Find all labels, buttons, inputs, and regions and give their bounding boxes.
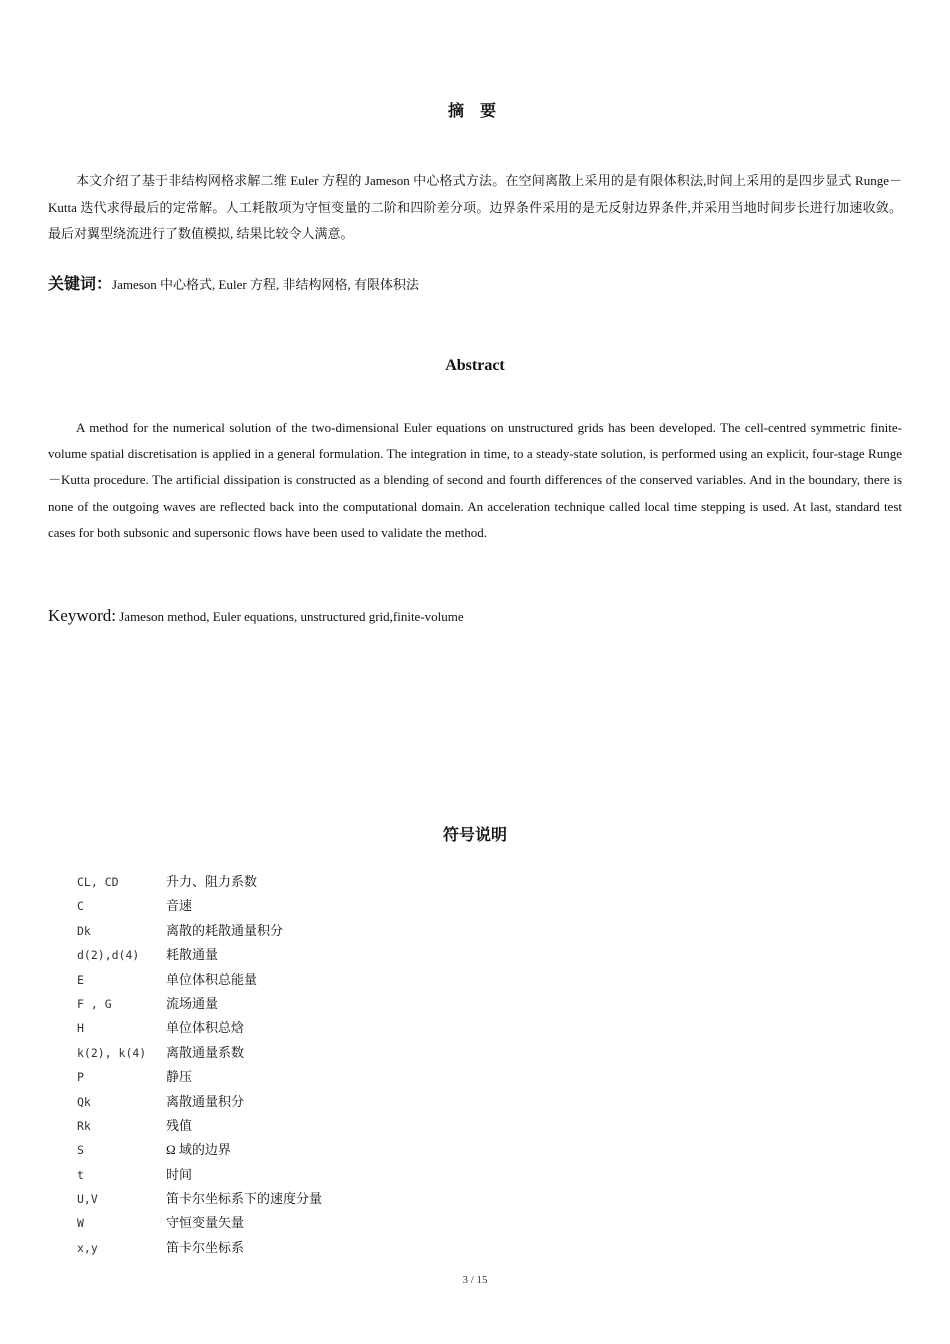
symbol-description: 离散的耗散通量积分 [166,922,284,938]
symbol-name: S [77,1143,84,1158]
symbols-title: 符号说明 [442,827,507,844]
symbol-description: 耗散通量 [166,947,219,963]
symbol-name: F , G [77,996,112,1011]
symbols-list [74,870,574,1260]
symbol-row [74,1114,574,1138]
symbol-name: C [77,899,84,914]
symbol-name: W [77,1216,84,1231]
symbol-description: Ω 域的边界 [166,1142,231,1158]
symbol-name: Dk [77,923,91,938]
symbol-row [74,992,574,1016]
abstract-cn-body: 本文介绍了基于非结构网格求解二维 Euler 方程的 Jameson 中心格式方法。在空间离散上采用的是有限体积法,时间上采用的是四步显式 Runge－Kutta 迭代求得最后的定常解。人工耗散项为守恒变量的二阶和四阶差分项。边界条件采用的是无反射边界条件,并采用当地时间步长进行加速收敛。最后对翼型绕流进行了数值模拟, 结果比较令人满意。 [48,173,902,241]
symbol-description: 流场通量 [166,995,219,1011]
symbol-name: Rk [77,1118,91,1133]
symbol-name: t [77,1167,84,1182]
symbol-description: 单位体积总焓 [166,1020,245,1036]
keywords-en-label: Keyword: [48,606,116,625]
symbol-description: 升力、阻力系数 [166,874,258,889]
symbol-row [74,1187,574,1211]
symbol-row [74,894,574,918]
symbol-name: H [77,1021,84,1036]
symbol-description: 守恒变量矢量 [166,1215,245,1231]
keywords-cn [48,271,419,294]
symbol-name: k(2), k(4) [77,1045,147,1060]
symbol-row [74,1211,574,1235]
symbol-row [74,1041,574,1065]
symbol-name: U,V [77,1192,98,1207]
symbol-name: CL, CD [77,875,119,889]
symbol-name: d(2),d(4) [77,948,140,963]
symbol-name: Qk [77,1094,91,1109]
symbol-description: 笛卡尔坐标系 [166,1239,245,1255]
symbol-name: x,y [77,1240,98,1255]
keywords-cn-label: 关键词： [48,276,113,293]
symbol-name: E [77,972,84,987]
symbol-row [74,1163,574,1187]
symbol-name: P [77,1070,84,1085]
symbol-row [74,1236,574,1260]
symbol-description: 残值 [166,1117,193,1133]
symbol-description: 笛卡尔坐标系下的速度分量 [166,1191,323,1207]
keywords-en [48,606,464,626]
symbol-description: 静压 [166,1069,193,1085]
keywords-en-text: Jameson method, Euler equations, unstructured grid,finite-volume [115,609,464,624]
symbol-row [74,1138,574,1162]
symbol-row [74,870,574,894]
page-number: 3 / 15 [462,1274,488,1286]
abstract-en-body: A method for the numerical solution of the two-dimensional Euler equations on unstructured grids has been developed. The cell-centred symmetric finite-volume spatial discretisation is applied in a general formulation. The integration in time, to a steady-state solution, is performed using an explicit, four-stage Runge－Kutta procedure. The artificial dissipation is constructed as a blending of second and fourth differences of the conserved variables. And in the boundary, there is none of the outgoing waves are reflected back into the computational domain. An acceleration technique called local time stepping is used. At last, standard test cases for both subsonic and supersonic flows have been used to validate the method. [48,420,902,540]
symbol-description: 离散通量系数 [166,1044,245,1060]
symbol-description: 单位体积总能量 [166,971,258,987]
symbol-row [74,968,574,992]
keywords-cn-text: Jameson 中心格式, Euler 方程, 非结构网格, 有限体积法 [112,277,419,292]
symbol-row [74,1090,574,1114]
symbol-description: 音速 [166,898,193,914]
symbol-row [74,1065,574,1089]
symbol-description: 时间 [166,1166,193,1182]
symbol-row [74,1016,574,1040]
abstract-en-title: Abstract [445,357,505,374]
abstract-cn-title: 摘 要 [447,103,502,120]
symbol-description: 离散通量积分 [166,1093,245,1109]
symbol-row [74,943,574,967]
symbol-row [74,919,574,943]
